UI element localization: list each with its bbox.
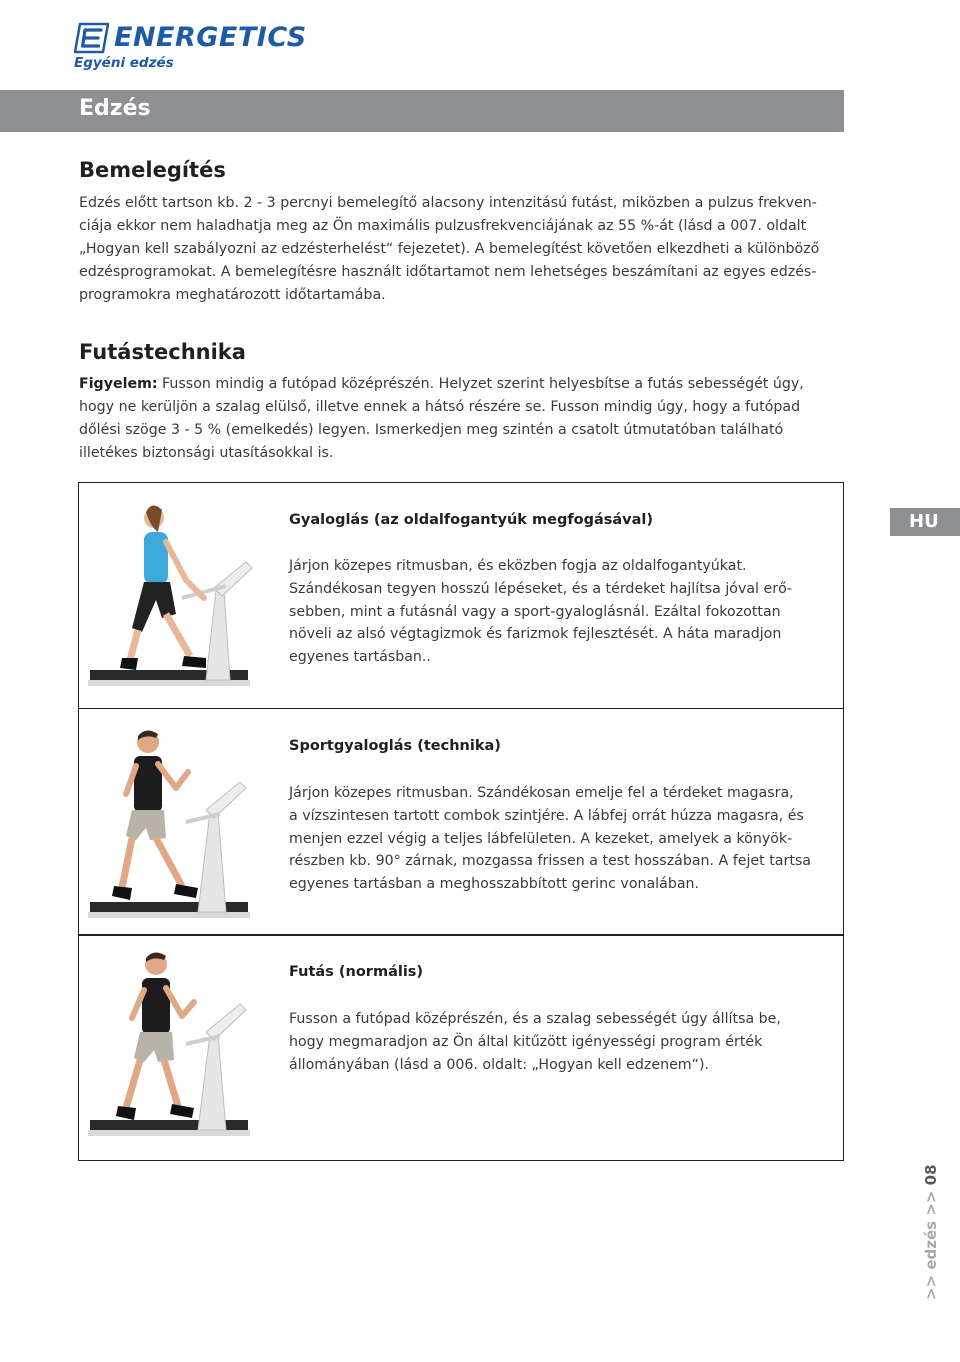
exercise-line: Fusson a futópad középrészén, és a szalag sebességét úgy állítsa be, <box>289 1011 781 1027</box>
brand-name: ENERGETICS <box>114 22 307 53</box>
exercise-title: Gyaloglás (az oldalfogantyúk megfogásával) <box>289 512 654 528</box>
exercise-divider <box>78 934 844 936</box>
technique-first-line-text: Fusson mindig a futópad középrészén. Helyzet szerint helyesbítse a futás sebességét úgy, <box>157 376 804 392</box>
language-tab <box>890 508 960 536</box>
energetics-logo <box>74 20 314 72</box>
page-side-label <box>922 1164 940 1300</box>
exercise-line: sebben, mint a futásnál vagy a sport-gyaloglásnál. Ezáltal fokozottan <box>289 603 781 620</box>
technique-first-line <box>79 373 839 396</box>
warmup-heading: Bemelegítés <box>79 158 226 182</box>
header-subtitle: Egyéni edzés <box>74 55 174 71</box>
exercise-title: Futás (normális) <box>289 964 424 980</box>
language-code: HU <box>909 511 939 532</box>
exercise-line: részben kb. 90° zárnak, mozgassa frissen a test hosszában. A fejet tartsa <box>289 853 811 870</box>
technique-line: hogy ne kerüljön a szalag elülső, illetve ennek a hátsó részére se. Fusson mindig úgy, hogy a futópad <box>79 399 801 415</box>
attention-label: Figyelem: <box>79 376 158 392</box>
technique-line: dőlési szöge 3 - 5 % (emelkedés) legyen. Ismerkedjen meg szintén a csatolt útmutatóban található <box>79 422 784 438</box>
exercise-line: egyenes tartásban a meghosszabbított gerinc vonalában. <box>289 876 700 893</box>
page-number: 08 <box>922 1164 940 1186</box>
logo-e-icon <box>74 22 110 54</box>
section-title: Edzés <box>79 96 151 121</box>
warmup-line: Edzés előtt tartson kb. 2 - 3 percnyi bemelegítő alacsony intenzitású futást, miközben a pulzus frekven- <box>79 195 817 211</box>
exercise-line: hogy megmaradjon az Ön által kitűzött igényességi program érték <box>289 1033 763 1050</box>
running-photo <box>86 942 258 1154</box>
exercise-line: Járjon közepes ritmusban. Szándékosan emelje fel a térdeket magasra, <box>289 785 794 801</box>
exercise-line: növeli az alsó végtagizmok és farizmok fejlesztését. A háta maradjon <box>289 626 782 643</box>
exercise-line: állományában (lásd a 006. oldalt: „Hogyan kell edzenem“). <box>289 1056 710 1073</box>
exercise-line: egyenes tartásban.. <box>289 649 431 666</box>
walking-photo <box>86 490 258 702</box>
technique-line: illetékes biztonsági utasításokkal is. <box>79 445 334 461</box>
exercise-line: menjen ezzel végig a teljes lábfelületen. A kezeket, amelyek a könyök- <box>289 830 793 847</box>
warmup-paragraph <box>79 192 839 307</box>
exercise-line: Szándékosan tegyen hosszú lépéseket, és a térdeket hajlítsa jóval erő- <box>289 580 792 597</box>
warmup-line: edzésprogramokat. A bemelegítésre használt időtartamot nem lehetséges beszámítani az egyes edzés- <box>79 264 817 280</box>
exercise-line: a vízszintesen tartott combok szintjére. A lábfej orrát húzza magasra, és <box>289 807 804 824</box>
side-label-text: >> edzés >> <box>922 1185 940 1300</box>
sport-walking-photo <box>86 716 258 928</box>
exercise-description <box>289 1008 834 1076</box>
exercise-description <box>289 782 834 896</box>
exercise-description <box>289 555 834 669</box>
warmup-line: „Hogyan kell szabályozni az edzésterhelést“ fejezetet). A bemelegítést követően elkezdheti a különböző <box>79 241 820 257</box>
exercise-title: Sportgyaloglás (technika) <box>289 738 501 754</box>
technique-heading: Futástechnika <box>79 340 246 364</box>
exercise-line: Járjon közepes ritmusban, és eközben fogja az oldalfogantyúkat. <box>289 558 747 574</box>
technique-paragraph <box>79 373 839 465</box>
warmup-line: programokra meghatározott időtartamába. <box>79 287 386 303</box>
section-title-bar <box>0 90 844 132</box>
warmup-line: ciája ekkor nem haladhatja meg az Ön maximális pulzusfrekvenciájának az 55 %-át (lásd a 007. oldalt <box>79 218 807 234</box>
